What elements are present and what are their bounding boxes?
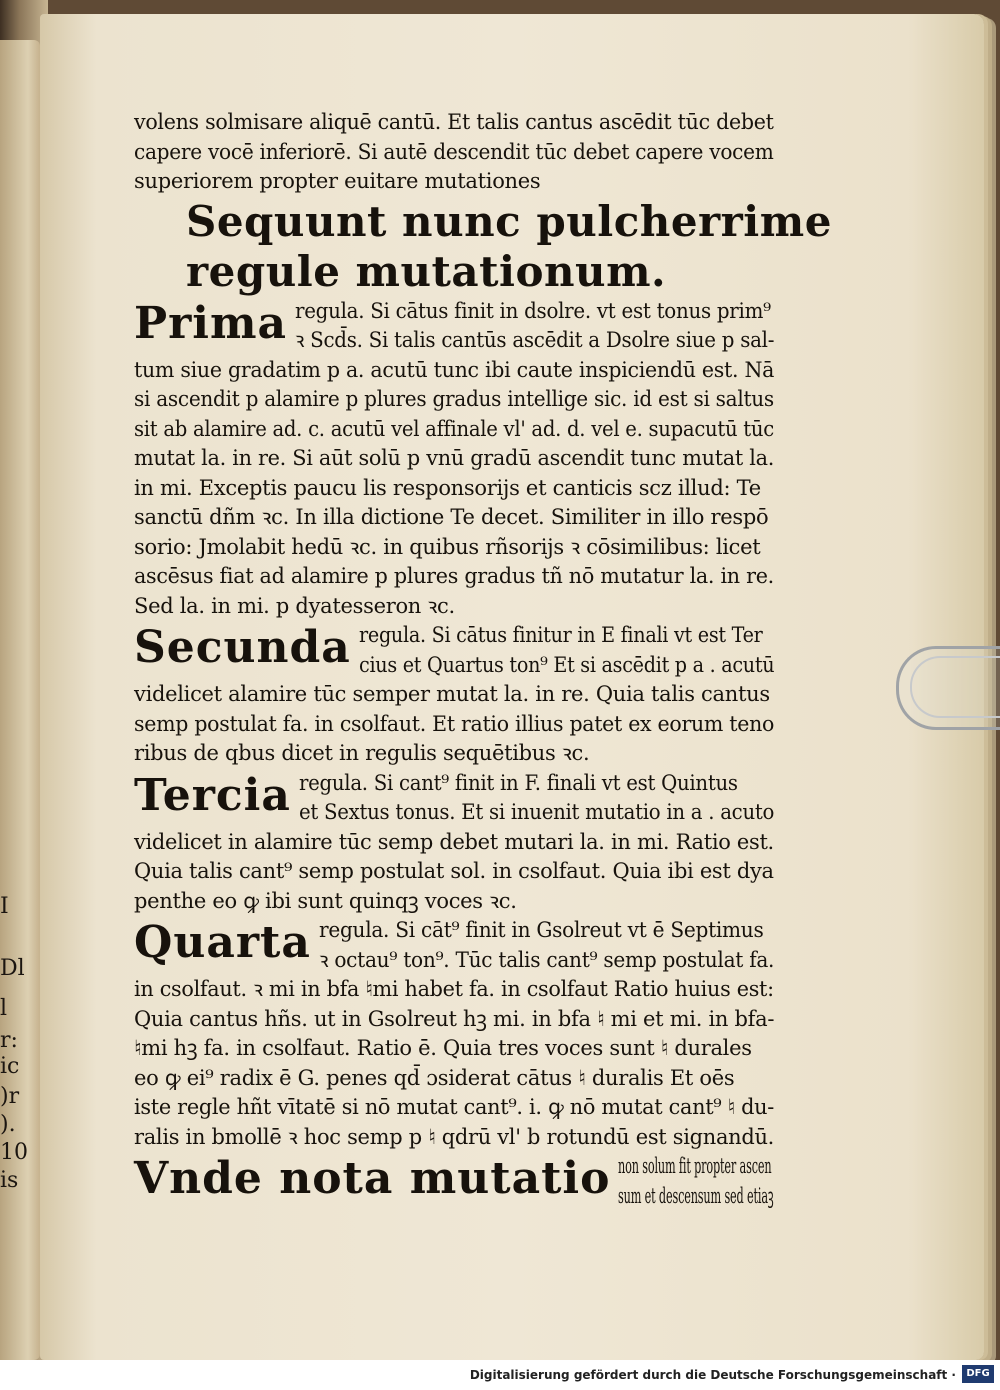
text-line: si ascendit p alamire p plures gradus intellige sic. id est si saltus <box>134 387 774 411</box>
left-fragment: )r <box>0 1084 20 1109</box>
text-line: iste regle hñt vītatē si nō mutat cant⁹. i. ꝙ nō mutat cant⁹ ♮ du- <box>134 1095 775 1119</box>
initial-word: Quarta <box>134 917 311 968</box>
text-line: regula. Si cant⁹ finit in F. finali vt est Quintus <box>298 770 738 795</box>
left-fragment: is <box>0 1168 19 1193</box>
text-line: Quia talis cant⁹ semp postulat sol. in csolfaut. Quia ibi est dya <box>134 859 774 883</box>
text-line: superiorem propter euitare mutationes <box>134 169 541 193</box>
section-headline: regule mutationum. <box>186 246 667 296</box>
initial-word: Prima <box>134 297 288 349</box>
text-line: sorio: Jmolabit hedū ꝛc. in quibus rñsorijs ꝛ cōsimilibus: licet <box>134 534 761 559</box>
text-line: videlicet in alamire tūc semp debet mutari la. in mi. Ratio est. <box>134 829 774 854</box>
text-line: capere vocē inferiorē. Si autē descendit tūc debet capere vocem <box>134 139 774 164</box>
text-line: eo ꝙ ei⁹ radix ē G. penes qd̄ ɔsiderat cātus ♮ duralis Et oēs <box>134 1065 735 1090</box>
left-fragment: ic <box>0 1054 20 1079</box>
text-line: ꝛ Scd̄s. Si talis cantūs ascēdit a Dsolre siue p sal- <box>295 328 775 352</box>
left-fragment: r: <box>0 1028 18 1053</box>
page-clip-inner <box>910 656 1000 718</box>
text-line: sum et descensum sed etiaꝫ <box>618 1183 774 1208</box>
left-fragment: ). <box>0 1112 16 1137</box>
initial-word: Secunda <box>134 622 351 673</box>
rule-secunda <box>134 621 774 769</box>
text-line: regula. Si cātus finit in dsolre. vt est tonus prim⁹ <box>295 298 771 323</box>
text-line: semp postulat fa. in csolfaut. Et ratio illius patet ex eorum teno <box>134 711 775 736</box>
text-line: cius et Quartus ton⁹ Et si ascēdit p a . acutū <box>358 652 775 677</box>
left-fragment: I <box>0 894 9 919</box>
text-line: sanctū dñm ꝛc. In illa dictione Te decet. Similiter in illo respō <box>134 505 769 529</box>
text-line: ascēsus fiat ad alamire p plures gradus tñ nō mutatur la. in re. <box>134 564 774 588</box>
text-line: sit ab alamire ad. c. acutū vel affinale vl' ad. d. vel e. supacutū tūc <box>134 416 774 441</box>
text-line: in mi. Exceptis paucu lis responsorijs et canticis scz illud: Te <box>134 475 761 500</box>
section-headline: Sequunt nunc pulcherrime <box>186 196 832 246</box>
left-fragment: 10 <box>0 1140 28 1165</box>
text-line: ralis in bmollē ꝛ hoc semp p ♮ qdrū vl' b rotundū est signandū. <box>134 1124 775 1149</box>
page-text <box>134 108 832 1211</box>
footer-credit: Digitalisierung gefördert durch die Deutsche Forschungsgemeinschaft · <box>469 1368 956 1382</box>
digitization-footer <box>0 1360 1000 1390</box>
text-line: volens solmisare aliquē cantū. Et talis cantus ascēdit tūc debet <box>134 110 774 134</box>
text-line: in csolfaut. ꝛ mi in bfa ♮mi habet fa. in csolfaut Ratio huius est: <box>134 977 774 1001</box>
text-line: Sed la. in mi. p dyatesseron ꝛc. <box>134 593 455 618</box>
text-line: ♮mi hꝫ fa. in csolfaut. Ratio ē. Quia tres voces sunt ♮ durales <box>134 1036 752 1060</box>
rule-tercia <box>134 769 774 917</box>
text-line: tum siue gradatim p a. acutū tunc ibi caute inspiciendū est. Nā <box>134 357 775 382</box>
initial-word: Tercia <box>134 769 291 821</box>
left-page-leaf <box>0 40 40 1360</box>
closing-note <box>134 1152 774 1211</box>
text-line: ribus de qbus dicet in regulis sequētibus ꝛc. <box>134 741 590 765</box>
text-line: regula. Si cāt⁹ finit in Gsolreut vt ē Septimus <box>318 918 764 942</box>
text-line: Quia cantus hñs. ut in Gsolreut hꝫ mi. in bfa ♮ mi et mi. in bfa- <box>134 1006 775 1031</box>
left-fragment: Dl <box>0 956 25 981</box>
text-line: mutat la. in re. Si aūt solū p vnū gradū ascendit tunc mutat la. <box>134 446 775 470</box>
dfg-logo: DFG <box>962 1365 994 1383</box>
rule-prima <box>134 297 774 622</box>
left-fragment: l <box>0 996 8 1021</box>
text-line: et Sextus tonus. Et si inuenit mutatio in a . acuto <box>298 800 774 824</box>
text-line: videlicet alamire tūc semper mutat la. in re. Quia talis cantus <box>134 682 770 706</box>
text-line: non solum fit propter ascen <box>618 1154 772 1178</box>
initial-word: Vnde nota mutatio <box>134 1153 611 1204</box>
text-line: ꝛ octau⁹ ton⁹. Tūc talis cant⁹ semp postulat fa. <box>318 947 775 972</box>
text-line: penthe eo ꝙ ibi sunt quinqꝫ voces ꝛc. <box>134 888 517 913</box>
text-line: regula. Si cātus finitur in E finali vt est Ter <box>358 623 763 647</box>
rule-quarta <box>134 916 774 1152</box>
